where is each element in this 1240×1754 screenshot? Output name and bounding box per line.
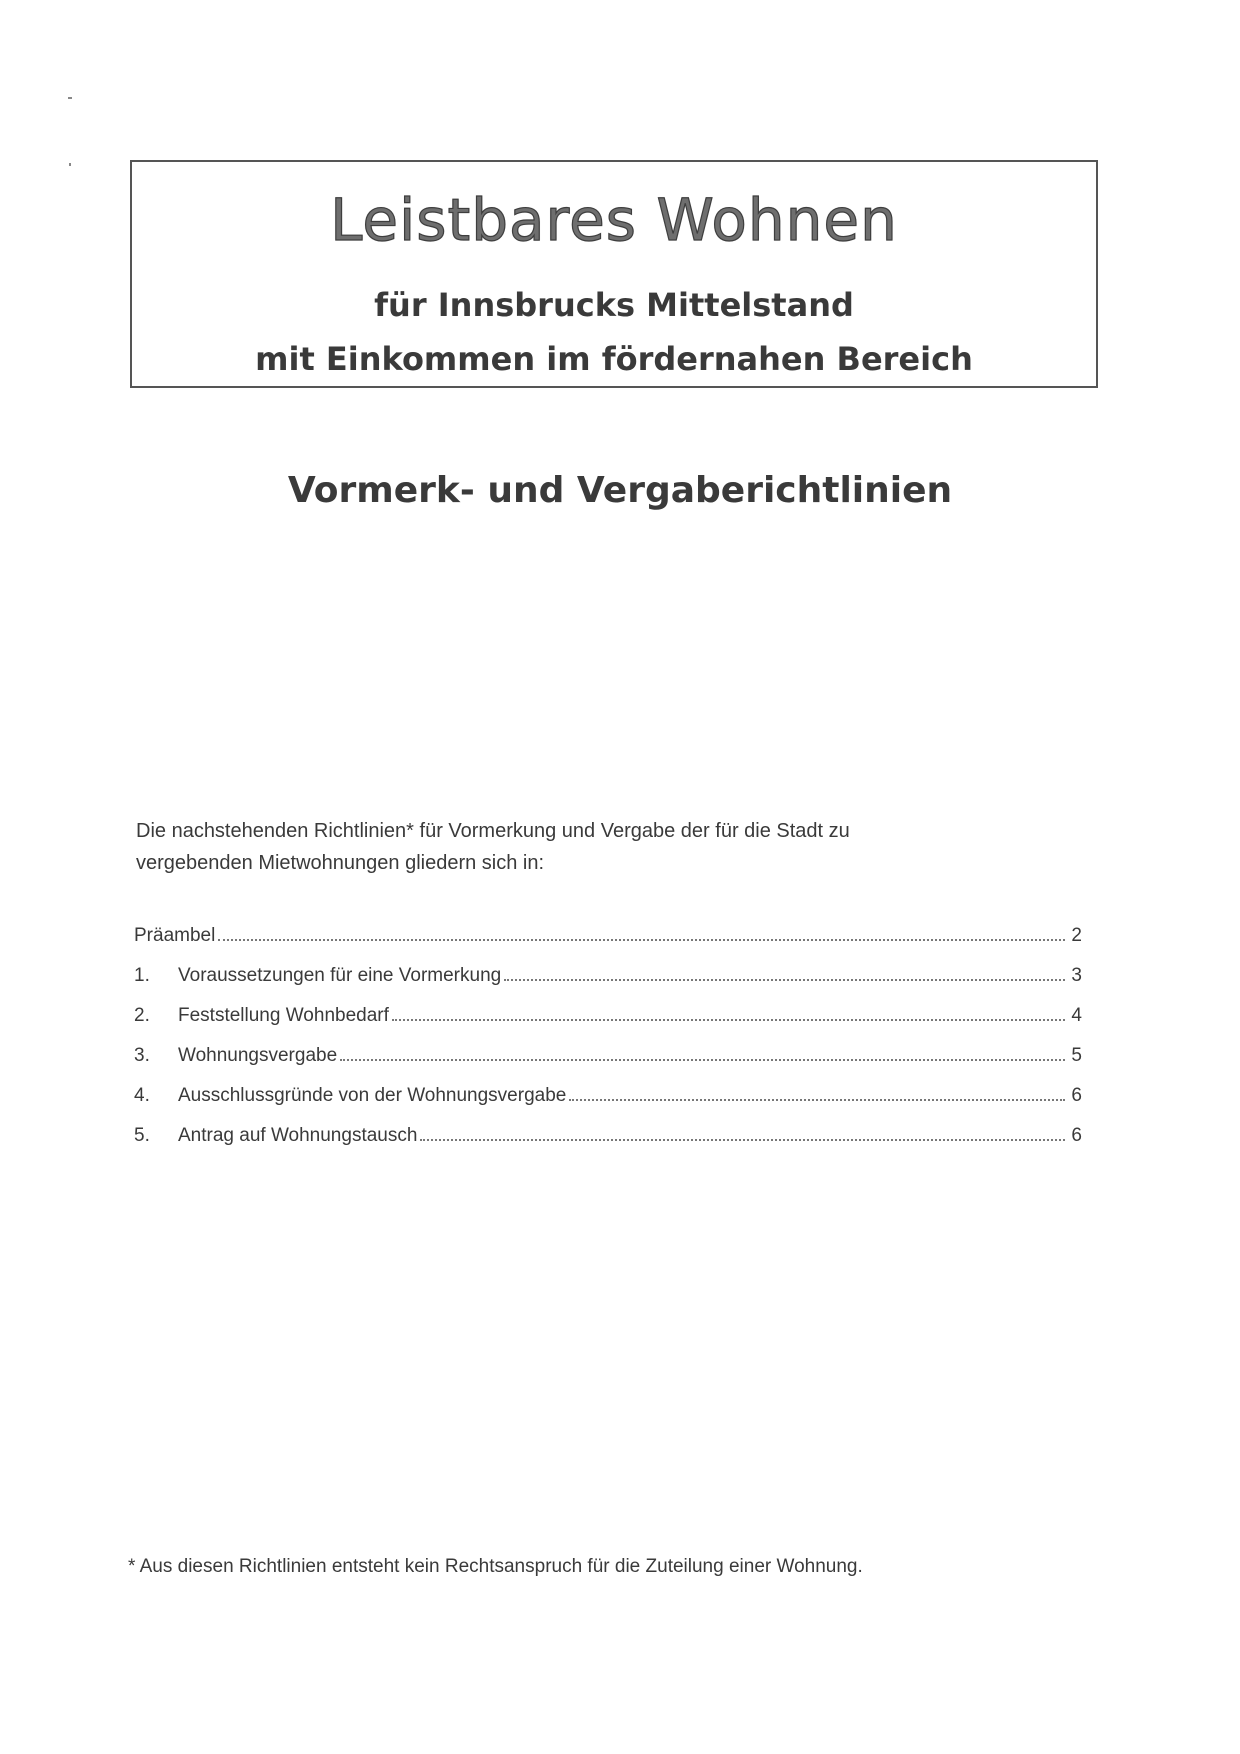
toc-item-page: 6: [1071, 1125, 1082, 1146]
toc-leader-dots: [420, 1139, 1065, 1141]
toc-item-page: 2: [1071, 925, 1082, 946]
toc-item-preamble: [134, 925, 1082, 965]
toc-item-label: Antrag auf Wohnungstausch: [178, 1125, 418, 1146]
toc-item-number: 2.: [134, 1005, 150, 1026]
toc-item-number: 4.: [134, 1085, 150, 1106]
subtitle-line-1: für Innsbrucks Mittelstand: [374, 286, 854, 324]
table-of-contents: [134, 925, 1082, 1165]
toc-item-3: [134, 1045, 1082, 1085]
toc-item-page: 4: [1071, 1005, 1082, 1026]
toc-item-5: [134, 1125, 1082, 1165]
toc-item-label: Feststellung Wohnbedarf: [178, 1005, 389, 1026]
title-box: [130, 160, 1098, 388]
toc-item-2: [134, 1005, 1082, 1045]
toc-item-page: 6: [1071, 1085, 1082, 1106]
toc-item-page: 5: [1071, 1045, 1082, 1066]
toc-item-4: [134, 1085, 1082, 1125]
toc-item-label: Wohnungsvergabe: [178, 1045, 338, 1066]
toc-leader-dots: [218, 939, 1065, 941]
subtitle-line-2: mit Einkommen im fördernahen Bereich: [255, 340, 973, 378]
toc-item-number: 5.: [134, 1125, 150, 1146]
main-title: Leistbares Wohnen: [330, 186, 898, 254]
toc-item-label: Präambel: [134, 925, 216, 946]
section-title: Vormerk- und Vergaberichtlinien: [287, 470, 953, 511]
toc-item-number: 3.: [134, 1045, 150, 1066]
toc-leader-dots: [392, 1019, 1065, 1021]
toc-leader-dots: [504, 979, 1065, 981]
toc-leader-dots: [340, 1059, 1065, 1061]
toc-item-label: Voraussetzungen für eine Vormerkung: [178, 965, 502, 986]
intro-line-1: Die nachstehenden Richtlinien* für Vormerkung und Vergabe der für die Stadt zu: [136, 820, 850, 842]
scan-speck: [68, 97, 72, 99]
intro-line-2: vergebenden Mietwohnungen gliedern sich in:: [136, 852, 545, 874]
footnote: * Aus diesen Richtlinien entsteht kein Rechtsanspruch für die Zuteilung einer Wohnung.: [128, 1556, 863, 1577]
toc-leader-dots: [569, 1099, 1065, 1101]
toc-item-page: 3: [1071, 965, 1082, 986]
toc-item-number: 1.: [134, 965, 150, 986]
intro-paragraph: [136, 815, 1096, 879]
toc-item-1: [134, 965, 1082, 1005]
toc-item-label: Ausschlussgründe von der Wohnungsvergabe: [178, 1085, 567, 1106]
scan-speck: [69, 163, 71, 166]
